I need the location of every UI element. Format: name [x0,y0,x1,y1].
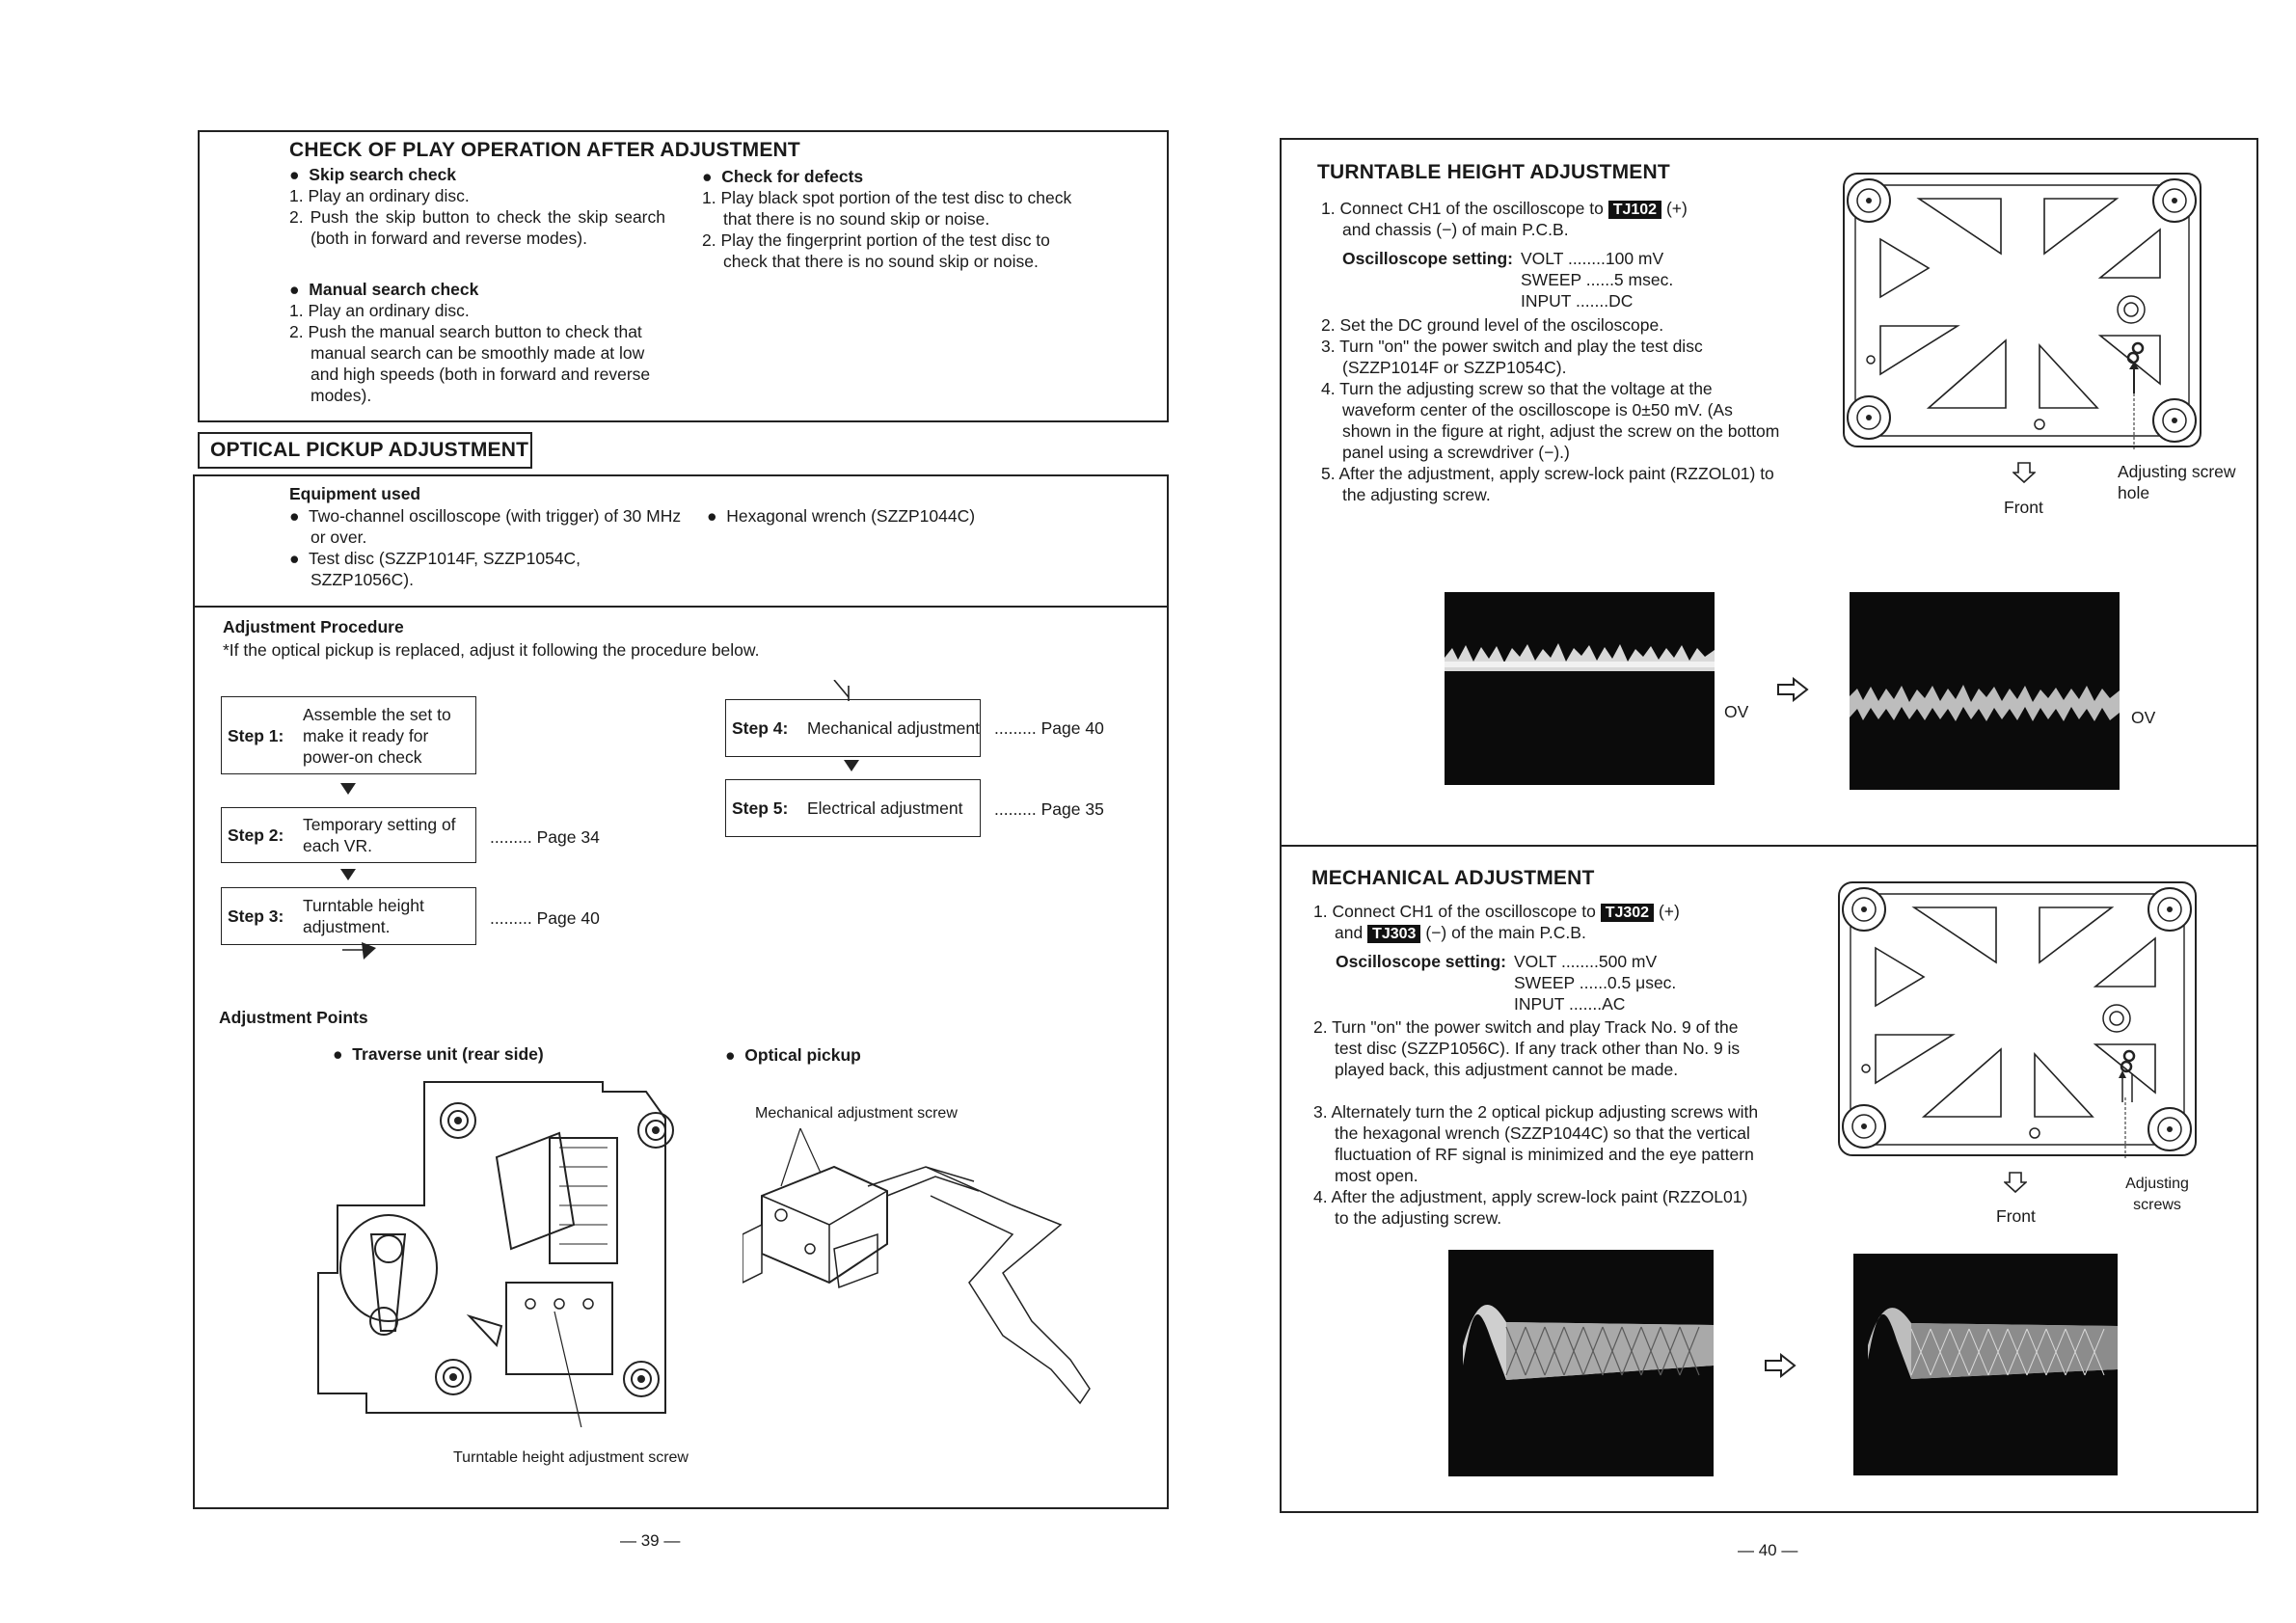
tt-ov-label-1: OV [1724,702,1749,721]
front-arrow-icon [2012,461,2036,484]
step-4-desc: Mechanical adjustment [807,718,980,738]
tt-osc-label: Oscilloscope setting: [1342,249,1513,268]
defects-heading: Check for defects [721,167,864,186]
traverse-label: ● Traverse unit (rear side) [333,1044,544,1064]
mech-step2: 2. Turn "on" the power switch and play Track No. 9 of the test disc (SZZP1056C). If any track other than No. 9 is played back, this adjustment cannot be made. [1313,1017,1741,1079]
step-2-page: ......... Page 34 [490,827,600,847]
mech-step3: 3. Alternately turn the 2 optical pickup adjusting screws with the hexagonal wrench (SZZP1044C) so that the vertical fluctuation of RF signal is minimized and the eye pattern most open. [1313,1102,1759,1185]
skip-item-2: 2. Push the skip button to check the skip search (both in forward and reverse modes). [289,207,665,248]
tj102-badge: TJ102 [1608,201,1661,219]
arrow-down-icon [844,760,859,771]
equipment-item-1: ● Two-channel oscilloscope (with trigger) of 30 MHz or over. [289,506,682,547]
mechanical-title: MECHANICAL ADJUSTMENT [1311,867,1595,889]
equipment-item-3: ● Hexagonal wrench (SZZP1044C) [707,506,976,526]
step-4-box [725,699,981,757]
page-number-left: — 39 — [620,1531,681,1550]
tt-step4: 4. Turn the adjusting screw so that the voltage at the waveform center of the oscilloscope is 0±50 mV. (As shown in the figure at right, adjust the screw on the bottom panel using a screwdriver (−).) [1321,379,1780,462]
mech-scope-before [1448,1250,1714,1476]
tj303-badge: TJ303 [1367,925,1420,943]
tt-step3: 3. Turn "on" the power switch and play the test disc (SZZP1014F or SZZP1054C). [1321,337,1703,377]
page-number-right: — 40 — [1738,1541,1798,1559]
tj302-badge: TJ302 [1601,904,1654,922]
tt-volt: VOLT ........100 mV [1521,249,1664,268]
defects-item-1: 1. Play black spot portion of the test disc to check that there is no sound skip or noise. [702,188,1072,229]
bullet-icon: ● [289,506,309,526]
manual-item-1: 1. Play an ordinary disc. [289,301,470,320]
arrow-right-icon [1764,1353,1796,1378]
step-3-desc: Turntable height adjustment. [303,896,424,936]
equipment-heading: Equipment used [289,484,421,503]
turntable-title: TURNTABLE HEIGHT ADJUSTMENT [1317,161,1670,183]
bullet-icon: ● [707,506,727,526]
mech-front-label: Front [1996,1206,2036,1226]
step-5-desc: Electrical adjustment [807,798,963,818]
step-3-label: Step 3: [228,906,284,926]
step-3-page: ......... Page 40 [490,908,600,928]
bottom-panel-drawing-2 [1837,880,2199,1160]
optical-title: OPTICAL PICKUP ADJUSTMENT [210,439,529,461]
arrow-right-icon [342,942,376,960]
bullet-icon: ● [333,1044,353,1064]
points-heading: Adjustment Points [219,1008,368,1027]
equipment-divider [193,606,1169,608]
mech-osc-label: Oscilloscope setting: [1336,952,1506,971]
equipment-item-2: ● Test disc (SZZP1014F, SZZP1054C, SZZP1056C). [289,549,581,589]
step-4-label: Step 4: [732,718,789,738]
arrow-right-icon [1776,677,1809,702]
tt-waveform-before [1445,592,1715,785]
procedure-heading: Adjustment Procedure [223,617,404,636]
procedure-note: *If the optical pickup is replaced, adjust it following the procedure below. [223,640,760,660]
step-5-box [725,779,981,837]
bullet-icon: ● [725,1045,745,1065]
arrow-step4-icon [834,680,849,701]
bottom-panel-drawing-1 [1842,172,2203,451]
manual-item-2: 2. Push the manual search button to check that manual search can be smoothly made at low and high speeds (both in forward and reverse modes). [289,322,651,405]
tt-waveform-after [1850,592,2120,790]
bullet-icon: ● [289,165,310,184]
mech-scope-after [1853,1254,2118,1475]
bullet-icon: ● [289,280,310,299]
tt-front-label: Front [2004,498,2043,517]
skip-search-heading: Skip search check [309,165,457,184]
step-5-label: Step 5: [732,798,789,818]
step-2-label: Step 2: [228,825,284,845]
step-1-desc: Assemble the set to make it ready for power-on check [303,704,451,767]
tt-step5: 5. After the adjustment, apply screw-lock paint (RZZOL01) to the adjusting screw. [1321,464,1774,504]
mech-eye-pattern-after [1853,1254,2118,1475]
step-2-desc: Temporary setting of each VR. [303,815,456,855]
defects-block [702,166,1073,272]
mech-volt: VOLT ........500 mV [1514,952,1658,971]
defects-item-2: 2. Play the fingerprint portion of the test disc to check that there is no sound skip or noise. [702,230,1050,271]
tt-step1: 1. Connect CH1 of the oscilloscope to TJ102 (+) and chassis (−) of main P.C.B. [1321,199,1688,239]
tt-adj-label: Adjusting screw hole [2118,462,2236,502]
front-arrow-icon [2004,1171,2027,1194]
manual-search-block [289,279,665,406]
step-4-page: ......... Page 40 [994,718,1104,738]
check-play-title: CHECK OF PLAY OPERATION AFTER ADJUSTMENT [289,139,800,161]
tt-scope-after [1850,592,2120,790]
skip-search-block [289,164,665,249]
bullet-icon: ● [289,549,309,568]
right-divider [1280,845,2258,847]
mech-step1: 1. Connect CH1 of the oscilloscope to TJ302 (+) and TJ303 (−) of the main P.C.B. [1313,902,1680,942]
skip-item-1: 1. Play an ordinary disc. [289,186,470,205]
mech-screw-label: Mechanical adjustment screw [755,1105,958,1122]
step-1-label: Step 1: [228,725,284,745]
pickup-label: ● Optical pickup [725,1045,861,1065]
tt-screw-label: Turntable height adjustment screw [453,1449,689,1466]
optical-pickup-drawing [743,1128,1099,1418]
traverse-unit-drawing [313,1080,689,1427]
mech-adj-label: Adjusting screws [2125,1176,2189,1213]
mech-input: INPUT .......AC [1514,994,1626,1014]
tt-ov-label-2: OV [2131,708,2156,727]
bullet-icon: ● [702,167,722,186]
manual-search-heading: Manual search check [309,280,479,299]
tt-sweep: SWEEP ......5 msec. [1521,270,1674,289]
tt-input: INPUT .......DC [1521,291,1634,311]
tt-scope-before [1445,592,1715,785]
mech-eye-pattern-before [1448,1250,1714,1476]
mech-step4: 4. After the adjustment, apply screw-lock paint (RZZOL01) to the adjusting screw. [1313,1187,1748,1228]
tt-step2: 2. Set the DC ground level of the osciloscope. [1321,315,1664,335]
mech-sweep: SWEEP ......0.5 μsec. [1514,973,1677,992]
step-5-page: ......... Page 35 [994,799,1104,819]
